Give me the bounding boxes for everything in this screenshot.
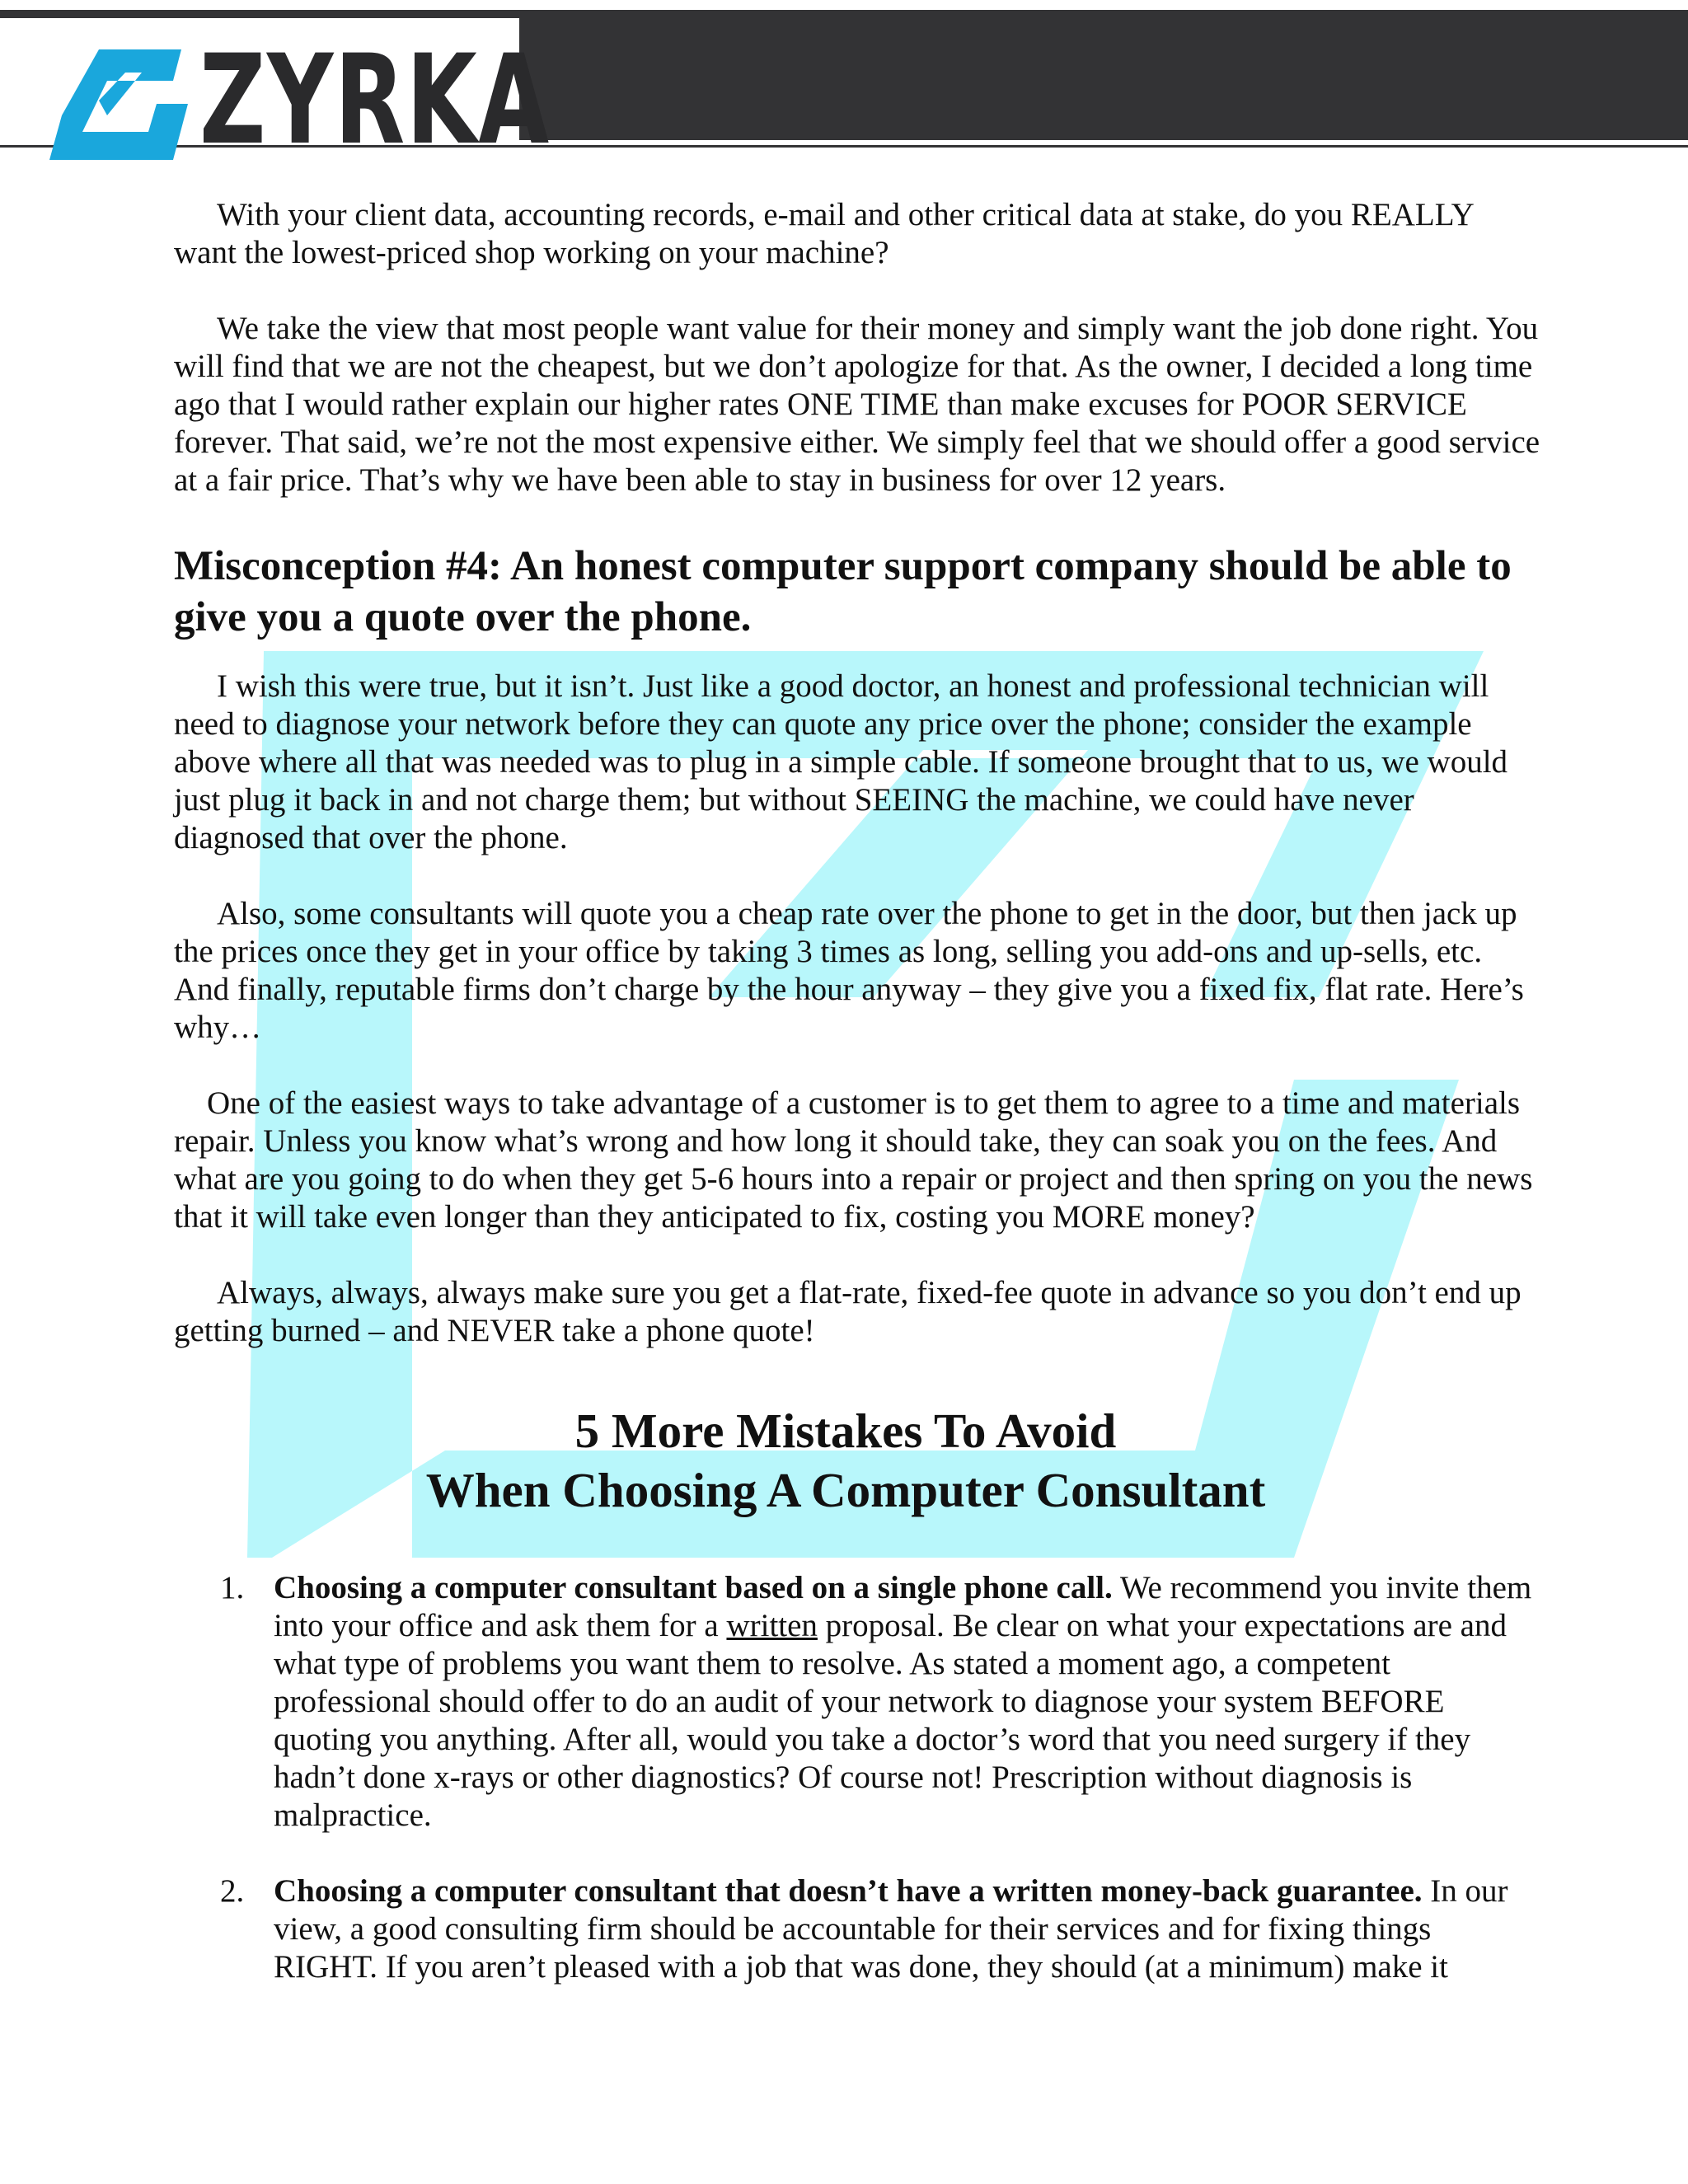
zyrka-logo-icon [49, 49, 190, 160]
logo [0, 18, 551, 172]
list-item-lead: Choosing a computer consultant that doesn’t have a written money-back guarantee. [274, 1873, 1423, 1909]
paragraph: Also, some consultants will quote you a cheap rate over the phone to get in the door, but then jack up the prices once they get in your office by taking 3 times as long, selling you add-ons and up-sells, etc. And finally, reputable firms don’t charge by the hour anyway – they give you a fixed fix, flat rate. Here’s why… [174, 896, 1524, 1045]
paragraph: We take the view that most people want value for their money and simply want the job done right. You will find that we are not the cheapest, but we don’t apologize for that. As the owner, I decided a long time ago that I would rather explain our higher rates ONE TIME than make excuses for POOR SERVICE forever. That said, we’re not the most expensive either. We simply feel that we should offer a good service at a fair price. That’s why we have been able to stay in business for over 12 years. [174, 311, 1540, 498]
mistakes-list [174, 1569, 1542, 1986]
paragraph: One of the easiest ways to take advantage of a customer is to get them to agree to a time and materials repair. Unless you know what’s wrong and how long it should take, they can soak you on the fees. And what are you going to do when they get 5-6 hours into a repair or project and then spring on you the news that it will take even longer than they anticipated to fix, costing you MORE money? [174, 1085, 1533, 1235]
logo-text: ZYRKA [199, 29, 551, 172]
list-item [174, 1872, 1542, 1986]
document-body [174, 196, 1542, 1986]
list-item-lead: Choosing a computer consultant based on a single phone call. [274, 1570, 1113, 1605]
underlined-word: written [726, 1608, 818, 1643]
misconception-heading: Misconception #4: An honest computer support company should be able to give you a quote over the phone. [174, 543, 1512, 640]
list-item-text: proposal. Be clear on what your expectations are and what type of problems you want them to resolve. As stated a moment ago, a competent professional should offer to do an audit of your network to diagnose your system BEFORE quoting you anything. After all, would you take a doctor’s word that you need surgery if they hadn’t done x-rays or other diagnostics? Of course not! Prescription without diagnosis is malpractice. [274, 1608, 1507, 1833]
section-title-line-1: 5 More Mistakes To Avoid [574, 1404, 1117, 1458]
paragraph: I wish this were true, but it isn’t. Just like a good doctor, an honest and professional technician will need to diagnose your network before they can quote any price over the phone; consider the example above where all that was needed was to plug in a simple cable. If someone brought that to us, we would just plug it back in and not charge them; but without SEEING the machine, we could have never diagnosed that over the phone. [174, 668, 1508, 855]
section-title-line-2: When Choosing A Computer Consultant [425, 1463, 1266, 1517]
paragraph: Always, always, always make sure you get a flat-rate, fixed-fee quote in advance so you don’t end up getting burned – and NEVER take a phone quote! [174, 1275, 1522, 1348]
list-number: 1. [220, 1570, 245, 1605]
paragraph: With your client data, accounting records, e-mail and other critical data at stake, do you REALLY want the lowest-priced shop working on your machine? [174, 197, 1474, 270]
list-number: 2. [220, 1873, 245, 1909]
list-item-text: We recommend you invite them into your office and ask them for a [274, 1570, 1532, 1643]
list-item-text: In our view, a good consulting firm should be accountable for their services and for fixing things RIGHT. If you aren’t pleased with a job that was done, they should (at a minimum) make it [274, 1873, 1508, 1985]
section-title [174, 1401, 1542, 1520]
list-item [174, 1569, 1542, 1835]
